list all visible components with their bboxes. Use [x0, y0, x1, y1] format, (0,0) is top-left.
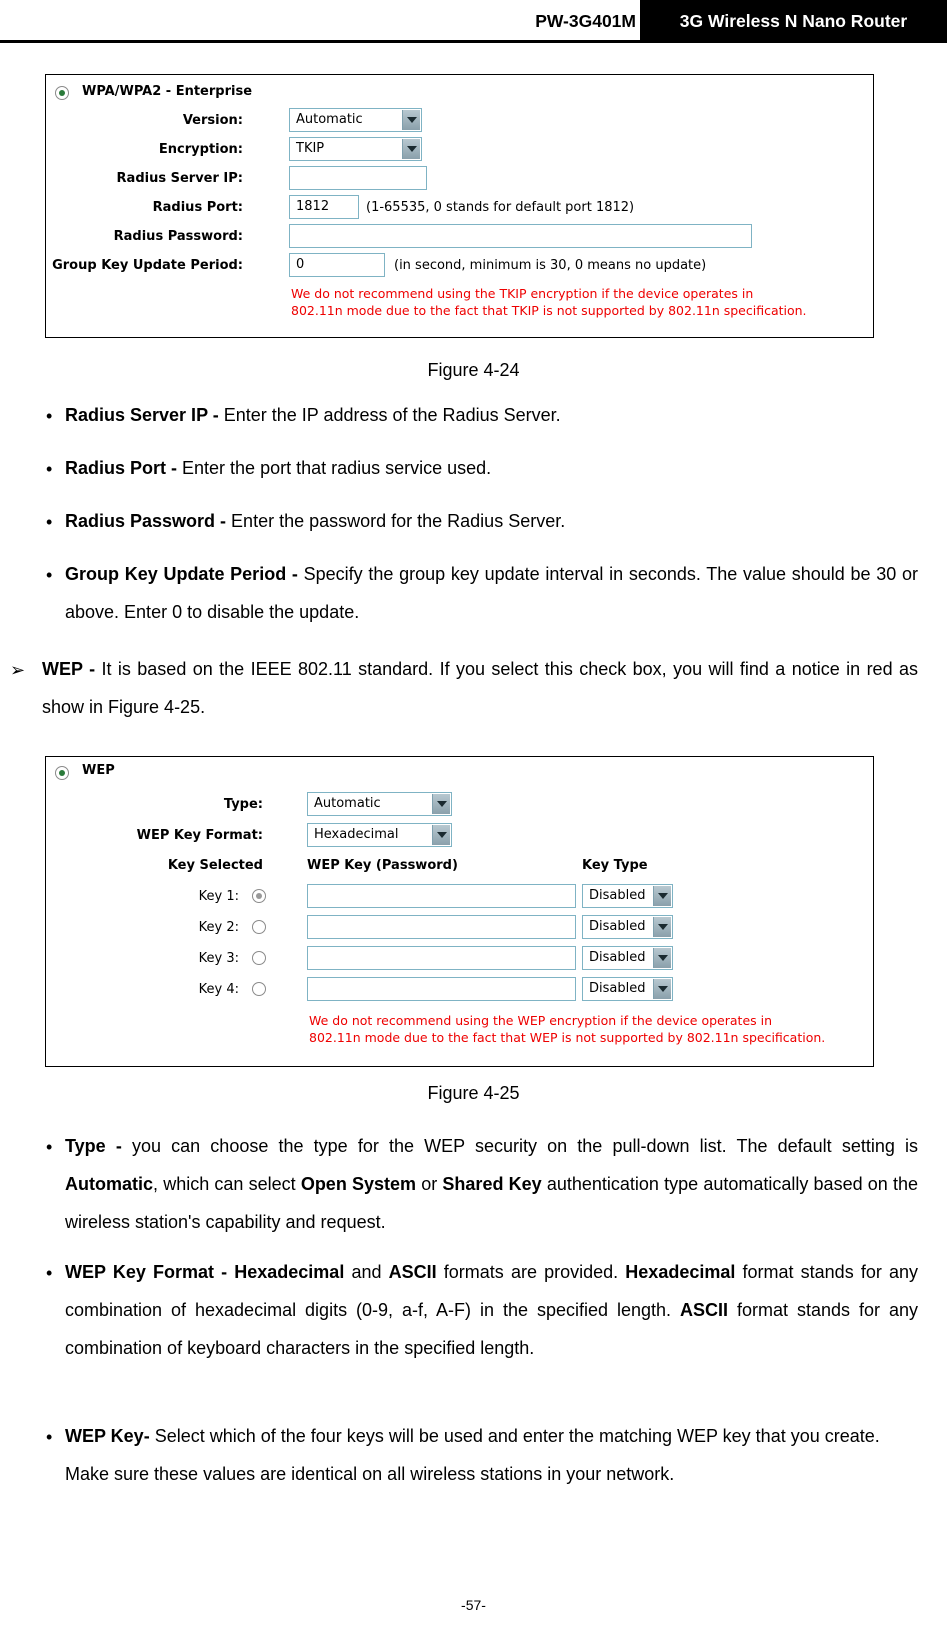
key-2-type-value: Disabled: [589, 919, 646, 934]
wpa-enterprise-radio[interactable]: [55, 86, 69, 100]
wep-type-label: Type:: [223, 797, 263, 812]
key-type-header: Key Type: [582, 858, 648, 873]
key-2-input[interactable]: [307, 915, 576, 939]
wep-intro-text: It is based on the IEEE 802.11 standard. If you select this check box, you will find a notice in red as show in Figure 4-25.: [42, 659, 918, 717]
wpa-enterprise-label: WPA/WPA2 - Enterprise: [82, 84, 253, 99]
radius-password-label: Radius Password:: [113, 229, 243, 244]
wep-radio[interactable]: [55, 766, 69, 780]
bullet-text: and: [344, 1262, 389, 1282]
bullet-type: [65, 1127, 918, 1241]
encryption-label: Encryption:: [158, 142, 243, 157]
key-1-type-value: Disabled: [589, 888, 646, 903]
chevron-down-icon: [432, 825, 450, 845]
figure-caption-4-25: Figure 4-25: [427, 1083, 520, 1103]
version-select[interactable]: [289, 108, 422, 132]
bullet-text: formats are provided.: [436, 1262, 626, 1282]
bullet-text: you can choose the type for the WEP security on the pull-down list. The default setting is: [121, 1136, 919, 1156]
bullet-term: Group Key Update Period -: [65, 564, 298, 584]
bullet-bold: Shared Key: [442, 1174, 542, 1194]
wep-warning-line2: 802.11n mode due to the fact that WEP is not supported by 802.11n specification.: [309, 1030, 826, 1045]
bullet-bold: Automatic: [65, 1174, 154, 1194]
key-2-type-select[interactable]: [582, 915, 673, 939]
radius-ip-input[interactable]: [289, 166, 427, 190]
key-3-type-select[interactable]: [582, 946, 673, 970]
bullet-dot: •: [46, 459, 53, 479]
key-3-type-value: Disabled: [589, 950, 646, 965]
bullet-text: format stands for any combination of keyboard characters in the specified length.: [65, 1300, 919, 1358]
encryption-value: TKIP: [296, 141, 325, 156]
key-3-label: Key 3:: [198, 951, 239, 966]
radius-port-label: Radius Port:: [152, 200, 243, 215]
bullet-dot: •: [46, 512, 53, 532]
key-3-radio[interactable]: [252, 951, 266, 965]
bullet-dot: •: [46, 1263, 53, 1283]
bullet-dot: •: [46, 1137, 53, 1157]
key-4-label: Key 4:: [198, 982, 239, 997]
bullet-term: WEP Key Format - Hexadecimal: [65, 1262, 345, 1282]
key-selected-header: Key Selected: [167, 858, 263, 873]
bullet-text: or: [416, 1174, 443, 1194]
bullet-term: Radius Password -: [65, 511, 227, 531]
key-1-radio[interactable]: [252, 889, 266, 903]
bullet-text: format stands for any combination of hexadecimal digits (0-9, a-f, A-F) in the specified length.: [65, 1262, 919, 1320]
key-1-type-select[interactable]: [582, 884, 673, 908]
radius-password-input[interactable]: [289, 224, 752, 248]
header-rule: [0, 40, 947, 43]
tkip-warning-line1: We do not recommend using the TKIP encryption if the device operates in: [291, 286, 754, 301]
header-model: PW-3G401M: [535, 11, 636, 31]
key-2-radio[interactable]: [252, 920, 266, 934]
key-2-label: Key 2:: [198, 920, 239, 935]
key-1-label: Key 1:: [198, 889, 239, 904]
page-header: [0, 0, 947, 44]
figure-wpa-enterprise: [45, 74, 874, 338]
bullet-text: Enter the IP address of the Radius Server.: [218, 405, 561, 425]
group-key-label: Group Key Update Period:: [52, 258, 243, 273]
bullet-bold: ASCII: [680, 1300, 729, 1320]
wep-mode-label: WEP: [82, 763, 115, 778]
bullet-wep-key: [65, 1417, 918, 1493]
radius-port-hint: (1-65535, 0 stands for default port 1812): [366, 200, 635, 215]
header-product: 3G Wireless N Nano Router: [640, 0, 947, 42]
bullet-term: WEP Key-: [65, 1426, 150, 1446]
figure-wep: [45, 756, 874, 1067]
group-key-hint: (in second, minimum is 30, 0 means no update): [394, 258, 707, 273]
bullet-text: authentication type automatically based on the wireless station's capability and request.: [65, 1174, 918, 1232]
wep-format-select[interactable]: [307, 823, 452, 847]
chevron-down-icon: [432, 794, 450, 814]
wep-type-select[interactable]: [307, 792, 452, 816]
wep-key-password-header: WEP Key (Password): [307, 858, 458, 873]
bullet-dot: •: [46, 406, 53, 426]
bullet-term: Radius Server IP -: [65, 405, 219, 425]
page-number: -57-: [461, 1597, 486, 1613]
bullet-bold: ASCII: [388, 1262, 437, 1282]
wep-format-value: Hexadecimal: [314, 827, 399, 842]
bullet-text: , which can select: [153, 1174, 301, 1194]
bullet-radius-password: [65, 502, 918, 540]
arrow-bullet-icon: ➢: [10, 660, 26, 680]
chevron-down-icon: [653, 948, 671, 968]
bullet-term: Type -: [65, 1136, 122, 1156]
key-1-input[interactable]: [307, 884, 576, 908]
wep-intro: [42, 650, 918, 726]
bullet-term: Radius Port -: [65, 458, 178, 478]
bullet-radius-ip: [65, 396, 918, 434]
bullet-dot: •: [46, 565, 53, 585]
chevron-down-icon: [653, 917, 671, 937]
figure-caption-4-24: Figure 4-24: [427, 360, 520, 380]
bullet-bold: Open System: [300, 1174, 417, 1194]
bullet-text: Specify the group key update interval in seconds. The value should be 30 or above. Enter 0 to disable the update.: [65, 564, 919, 622]
radius-port-input[interactable]: 1812: [289, 195, 359, 219]
wep-intro-term: WEP -: [42, 659, 96, 679]
version-value: Automatic: [296, 112, 363, 127]
chevron-down-icon: [402, 110, 420, 130]
key-4-input[interactable]: [307, 977, 576, 1001]
bullet-text: Select which of the four keys will be used and enter the matching WEP key that you create. Make sure these values are identical on all wireless stations in your network.: [65, 1426, 880, 1484]
wep-warning-line1: We do not recommend using the WEP encryption if the device operates in: [309, 1013, 773, 1028]
bullet-wep-key-format: [65, 1253, 918, 1367]
bullet-group-key: [65, 555, 918, 631]
bullet-radius-port: [65, 449, 918, 487]
radius-ip-label: Radius Server IP:: [116, 171, 243, 186]
tkip-warning: [291, 285, 807, 319]
chevron-down-icon: [653, 979, 671, 999]
chevron-down-icon: [653, 886, 671, 906]
bullet-dot: •: [46, 1427, 53, 1447]
tkip-warning-line2: 802.11n mode due to the fact that TKIP is not supported by 802.11n specification.: [291, 303, 807, 318]
group-key-input[interactable]: 0: [289, 253, 385, 277]
wep-type-value: Automatic: [314, 796, 381, 811]
bullet-text: Enter the port that radius service used.: [177, 458, 492, 478]
key-4-type-select[interactable]: [582, 977, 673, 1001]
wep-format-label: WEP Key Format:: [136, 828, 263, 843]
bullet-bold: Hexadecimal: [625, 1262, 736, 1282]
chevron-down-icon: [402, 139, 420, 159]
key-3-input[interactable]: [307, 946, 576, 970]
bullet-text: Enter the password for the Radius Server.: [226, 511, 566, 531]
encryption-select[interactable]: [289, 137, 422, 161]
key-4-type-value: Disabled: [589, 981, 646, 996]
wep-warning: [309, 1012, 825, 1046]
key-4-radio[interactable]: [252, 982, 266, 996]
version-label: Version:: [182, 113, 243, 128]
